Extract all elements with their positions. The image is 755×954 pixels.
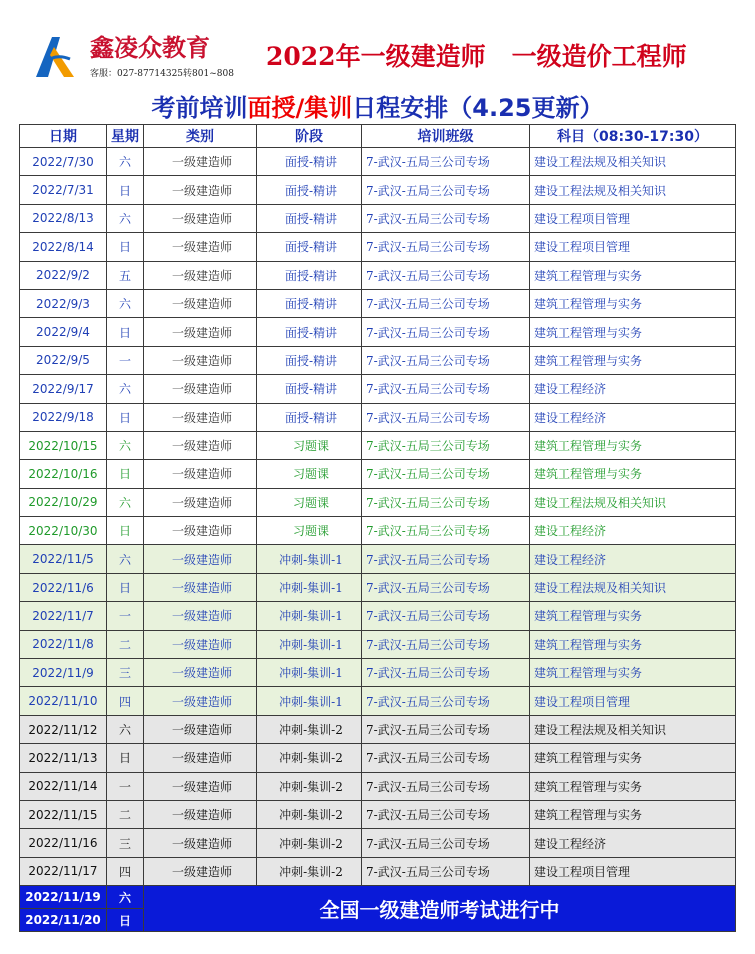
row-stage: 面授-精讲 — [257, 346, 362, 374]
row-category: 一级建造师 — [144, 800, 257, 828]
row-category: 一级建造师 — [144, 148, 257, 176]
row-weekday: 五 — [107, 261, 144, 289]
header-weekday: 星期 — [107, 125, 144, 148]
row-class: 7-武汉-五局三公司专场 — [362, 403, 530, 431]
row-weekday: 日 — [107, 403, 144, 431]
row-category: 一级建造师 — [144, 431, 257, 459]
row-category: 一级建造师 — [144, 829, 257, 857]
schedule-title-part1: 考前培训 — [151, 94, 248, 122]
row-class: 7-武汉-五局三公司专场 — [362, 176, 530, 204]
row-weekday: 六 — [107, 204, 144, 232]
row-subject: 建筑工程管理与实务 — [530, 602, 736, 630]
row-stage: 冲刺-集训-1 — [257, 602, 362, 630]
table-row — [20, 687, 736, 715]
row-stage: 面授-精讲 — [257, 204, 362, 232]
row-subject: 建设工程项目管理 — [530, 687, 736, 715]
row-weekday: 六 — [107, 715, 144, 743]
row-stage: 面授-精讲 — [257, 261, 362, 289]
row-subject: 建设工程项目管理 — [530, 233, 736, 261]
row-category: 一级建造师 — [144, 289, 257, 317]
row-class: 7-武汉-五局三公司专场 — [362, 545, 530, 573]
row-date: 2022/10/16 — [20, 460, 107, 488]
row-category: 一级建造师 — [144, 375, 257, 403]
exam-date: 2022/11/19 — [20, 886, 107, 909]
row-stage: 冲刺-集训-1 — [257, 659, 362, 687]
table-row — [20, 772, 736, 800]
row-date: 2022/11/13 — [20, 744, 107, 772]
row-category: 一级建造师 — [144, 772, 257, 800]
row-date: 2022/11/15 — [20, 800, 107, 828]
row-subject: 建设工程法规及相关知识 — [530, 715, 736, 743]
schedule-table — [19, 124, 736, 932]
row-category: 一级建造师 — [144, 403, 257, 431]
header-subject: 科目（08:30-17:30） — [530, 125, 736, 148]
row-stage: 冲刺-集训-2 — [257, 857, 362, 885]
row-stage: 习题课 — [257, 488, 362, 516]
row-weekday: 日 — [107, 460, 144, 488]
row-weekday: 三 — [107, 659, 144, 687]
row-date: 2022/9/5 — [20, 346, 107, 374]
row-date: 2022/11/12 — [20, 715, 107, 743]
table-row — [20, 630, 736, 658]
table-row — [20, 148, 736, 176]
row-weekday: 三 — [107, 829, 144, 857]
exam-title — [266, 42, 687, 72]
table-row — [20, 744, 736, 772]
contact-phone: 客服：027-87714325转801~808 — [90, 69, 234, 79]
row-date: 2022/9/3 — [20, 289, 107, 317]
exam-title-left: 2022年一级建造师 — [266, 42, 486, 71]
row-category: 一级建造师 — [144, 857, 257, 885]
row-date: 2022/10/15 — [20, 431, 107, 459]
row-subject: 建筑工程管理与实务 — [530, 800, 736, 828]
row-category: 一级建造师 — [144, 715, 257, 743]
row-subject: 建筑工程管理与实务 — [530, 630, 736, 658]
table-row — [20, 261, 736, 289]
row-category: 一级建造师 — [144, 602, 257, 630]
row-class: 7-武汉-五局三公司专场 — [362, 602, 530, 630]
row-date: 2022/11/9 — [20, 659, 107, 687]
company-logo-icon — [30, 33, 80, 81]
row-class: 7-武汉-五局三公司专场 — [362, 460, 530, 488]
row-class: 7-武汉-五局三公司专场 — [362, 829, 530, 857]
row-class: 7-武汉-五局三公司专场 — [362, 857, 530, 885]
row-date: 2022/11/8 — [20, 630, 107, 658]
row-class: 7-武汉-五局三公司专场 — [362, 630, 530, 658]
row-weekday: 日 — [107, 517, 144, 545]
row-subject: 建筑工程管理与实务 — [530, 318, 736, 346]
row-class: 7-武汉-五局三公司专场 — [362, 800, 530, 828]
row-stage: 面授-精讲 — [257, 233, 362, 261]
row-category: 一级建造师 — [144, 233, 257, 261]
row-weekday: 六 — [107, 431, 144, 459]
row-weekday: 四 — [107, 687, 144, 715]
table-row — [20, 375, 736, 403]
row-stage: 冲刺-集训-1 — [257, 573, 362, 601]
row-date: 2022/11/6 — [20, 573, 107, 601]
table-row — [20, 715, 736, 743]
row-category: 一级建造师 — [144, 204, 257, 232]
schedule-title — [0, 92, 755, 124]
row-weekday: 一 — [107, 346, 144, 374]
row-date: 2022/11/5 — [20, 545, 107, 573]
row-category: 一级建造师 — [144, 573, 257, 601]
row-stage: 冲刺-集训-1 — [257, 687, 362, 715]
row-category: 一级建造师 — [144, 318, 257, 346]
row-date: 2022/9/17 — [20, 375, 107, 403]
row-weekday: 日 — [107, 573, 144, 601]
row-class: 7-武汉-五局三公司专场 — [362, 148, 530, 176]
row-stage: 冲刺-集训-2 — [257, 829, 362, 857]
row-class: 7-武汉-五局三公司专场 — [362, 204, 530, 232]
row-subject: 建筑工程管理与实务 — [530, 431, 736, 459]
table-row — [20, 517, 736, 545]
row-date: 2022/11/7 — [20, 602, 107, 630]
row-subject: 建设工程经济 — [530, 517, 736, 545]
row-weekday: 日 — [107, 318, 144, 346]
row-weekday: 六 — [107, 375, 144, 403]
row-subject: 建筑工程管理与实务 — [530, 261, 736, 289]
row-class: 7-武汉-五局三公司专场 — [362, 744, 530, 772]
row-date: 2022/11/16 — [20, 829, 107, 857]
row-category: 一级建造师 — [144, 659, 257, 687]
header-stage: 阶段 — [257, 125, 362, 148]
table-row — [20, 602, 736, 630]
row-date: 2022/9/4 — [20, 318, 107, 346]
row-stage: 面授-精讲 — [257, 289, 362, 317]
row-subject: 建筑工程管理与实务 — [530, 460, 736, 488]
row-weekday: 六 — [107, 289, 144, 317]
row-weekday: 日 — [107, 176, 144, 204]
exam-weekday: 日 — [107, 909, 144, 932]
row-class: 7-武汉-五局三公司专场 — [362, 261, 530, 289]
row-stage: 冲刺-集训-2 — [257, 715, 362, 743]
exam-message: 全国一级建造师考试进行中 — [144, 886, 736, 932]
row-weekday: 日 — [107, 744, 144, 772]
page-header — [0, 0, 755, 92]
row-class: 7-武汉-五局三公司专场 — [362, 318, 530, 346]
header-class: 培训班级 — [362, 125, 530, 148]
row-stage: 习题课 — [257, 517, 362, 545]
row-stage: 冲刺-集训-2 — [257, 772, 362, 800]
table-row — [20, 800, 736, 828]
brand-name: 鑫凌众教育 — [90, 33, 210, 62]
table-row — [20, 431, 736, 459]
row-weekday: 二 — [107, 800, 144, 828]
row-weekday: 一 — [107, 772, 144, 800]
table-row — [20, 318, 736, 346]
header-date: 日期 — [20, 125, 107, 148]
row-date: 2022/11/10 — [20, 687, 107, 715]
table-row — [20, 176, 736, 204]
row-category: 一级建造师 — [144, 545, 257, 573]
exam-title-right: 一级造价工程师 — [511, 42, 687, 71]
row-class: 7-武汉-五局三公司专场 — [362, 687, 530, 715]
row-class: 7-武汉-五局三公司专场 — [362, 375, 530, 403]
row-class: 7-武汉-五局三公司专场 — [362, 431, 530, 459]
row-subject: 建设工程法规及相关知识 — [530, 488, 736, 516]
row-date: 2022/7/30 — [20, 148, 107, 176]
table-row — [20, 460, 736, 488]
row-stage: 冲刺-集训-1 — [257, 545, 362, 573]
row-stage: 面授-精讲 — [257, 148, 362, 176]
row-date: 2022/10/29 — [20, 488, 107, 516]
row-category: 一级建造师 — [144, 460, 257, 488]
row-date: 2022/11/14 — [20, 772, 107, 800]
row-weekday: 六 — [107, 488, 144, 516]
row-subject: 建筑工程管理与实务 — [530, 346, 736, 374]
row-stage: 冲刺-集训-1 — [257, 630, 362, 658]
row-stage: 面授-精讲 — [257, 318, 362, 346]
row-subject: 建筑工程管理与实务 — [530, 772, 736, 800]
row-class: 7-武汉-五局三公司专场 — [362, 659, 530, 687]
row-weekday: 日 — [107, 233, 144, 261]
row-stage: 冲刺-集训-2 — [257, 744, 362, 772]
row-date: 2022/8/13 — [20, 204, 107, 232]
table-row — [20, 346, 736, 374]
row-stage: 习题课 — [257, 460, 362, 488]
table-row — [20, 659, 736, 687]
row-weekday: 一 — [107, 602, 144, 630]
row-category: 一级建造师 — [144, 261, 257, 289]
row-subject: 建设工程经济 — [530, 545, 736, 573]
row-category: 一级建造师 — [144, 630, 257, 658]
table-row — [20, 289, 736, 317]
row-stage: 面授-精讲 — [257, 375, 362, 403]
row-subject: 建设工程经济 — [530, 829, 736, 857]
row-category: 一级建造师 — [144, 517, 257, 545]
row-weekday: 四 — [107, 857, 144, 885]
row-date: 2022/10/30 — [20, 517, 107, 545]
row-class: 7-武汉-五局三公司专场 — [362, 517, 530, 545]
table-row — [20, 573, 736, 601]
table-row — [20, 857, 736, 885]
row-subject: 建设工程项目管理 — [530, 204, 736, 232]
row-class: 7-武汉-五局三公司专场 — [362, 573, 530, 601]
row-date: 2022/7/31 — [20, 176, 107, 204]
row-class: 7-武汉-五局三公司专场 — [362, 772, 530, 800]
row-category: 一级建造师 — [144, 744, 257, 772]
row-category: 一级建造师 — [144, 687, 257, 715]
row-weekday: 二 — [107, 630, 144, 658]
table-row — [20, 204, 736, 232]
row-stage: 冲刺-集训-2 — [257, 800, 362, 828]
table-header-row — [20, 125, 736, 148]
row-class: 7-武汉-五局三公司专场 — [362, 715, 530, 743]
exam-date: 2022/11/20 — [20, 909, 107, 932]
table-row — [20, 233, 736, 261]
row-class: 7-武汉-五局三公司专场 — [362, 233, 530, 261]
schedule-title-part2: 面授/集训 — [247, 94, 353, 122]
row-subject: 建筑工程管理与实务 — [530, 744, 736, 772]
row-subject: 建筑工程管理与实务 — [530, 659, 736, 687]
row-subject: 建设工程法规及相关知识 — [530, 176, 736, 204]
row-stage: 面授-精讲 — [257, 176, 362, 204]
table-body — [20, 148, 736, 932]
row-category: 一级建造师 — [144, 488, 257, 516]
table-row — [20, 488, 736, 516]
exam-row — [20, 886, 736, 909]
row-category: 一级建造师 — [144, 346, 257, 374]
row-class: 7-武汉-五局三公司专场 — [362, 488, 530, 516]
header-category: 类别 — [144, 125, 257, 148]
row-category: 一级建造师 — [144, 176, 257, 204]
schedule-title-part3: 日程安排（4.25更新） — [352, 94, 604, 122]
row-class: 7-武汉-五局三公司专场 — [362, 346, 530, 374]
row-stage: 面授-精讲 — [257, 403, 362, 431]
exam-weekday: 六 — [107, 886, 144, 909]
row-stage: 习题课 — [257, 431, 362, 459]
row-subject: 建筑工程管理与实务 — [530, 289, 736, 317]
row-date: 2022/9/18 — [20, 403, 107, 431]
row-date: 2022/9/2 — [20, 261, 107, 289]
row-date: 2022/8/14 — [20, 233, 107, 261]
row-subject: 建设工程法规及相关知识 — [530, 573, 736, 601]
row-class: 7-武汉-五局三公司专场 — [362, 289, 530, 317]
row-weekday: 六 — [107, 148, 144, 176]
table-row — [20, 403, 736, 431]
table-row — [20, 545, 736, 573]
row-subject: 建设工程项目管理 — [530, 857, 736, 885]
row-weekday: 六 — [107, 545, 144, 573]
row-date: 2022/11/17 — [20, 857, 107, 885]
table-row — [20, 829, 736, 857]
row-subject: 建设工程法规及相关知识 — [530, 148, 736, 176]
row-subject: 建设工程经济 — [530, 375, 736, 403]
row-subject: 建设工程经济 — [530, 403, 736, 431]
